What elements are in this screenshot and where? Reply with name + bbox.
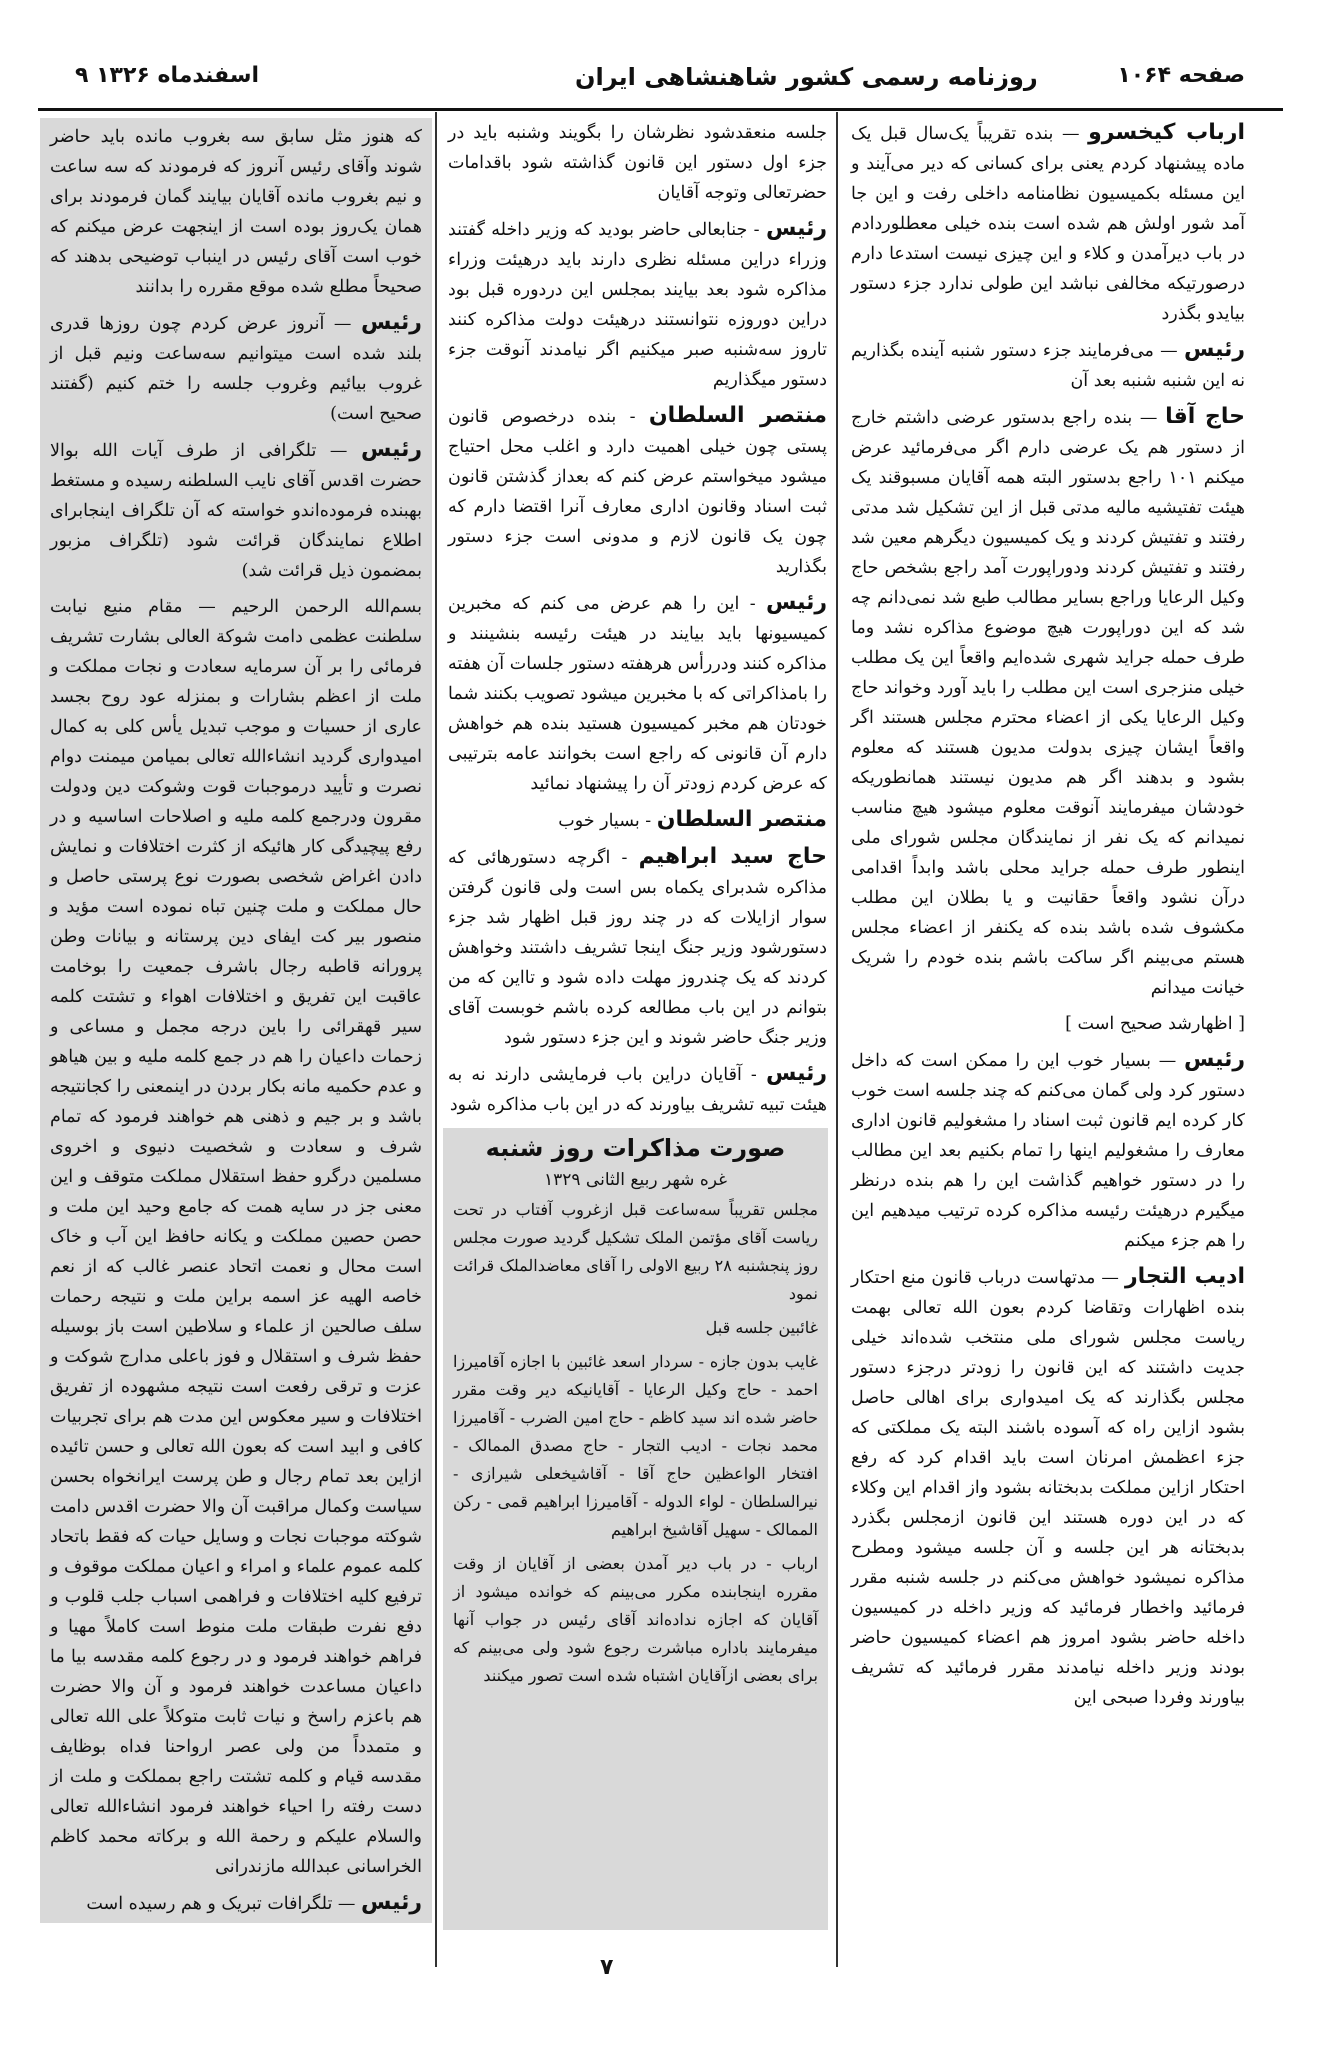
- speaker-name: ارباب کیخسرو: [1088, 120, 1245, 145]
- paragraph-text: — می‌فرمایند جزء دستور شنبه آینده بگذاریم نه این شنبه شنبه بعد آن: [851, 341, 1245, 391]
- paragraph-text: - بنده درخصوص قانون پستی چون خیلی اهمیت دارد و اغلب محل احتیاج میشود میخواستم عرض کنم که بعداز گذشتن قانون ثبت اسناد وقانون اداری معارف آنرا اقتضا دارم که چون یک قانون لازم و مدونی است جزء دستور بگذارید: [448, 407, 827, 577]
- paragraph: [50, 122, 422, 302]
- session-box-paragraph: غائبین جلسه قبل: [705, 1318, 818, 1337]
- session-box-paragraph: مجلس تقریباً سه‌ساعت قبل ازغروب آفتاب در تحت ریاست آقای مؤتمن الملک تشکیل گردید صورت مجلس روز پنجشنبه ۲۸ ربیع الاولی را آقای معاضدالملک قرائت نمود: [453, 1200, 819, 1303]
- speaker-name: رئیس: [360, 437, 422, 462]
- paragraph: [448, 805, 827, 836]
- speaker-name: رئیس: [360, 1890, 422, 1915]
- paragraph: [851, 402, 1245, 1003]
- session-box-title: صورت مذاکرات روز شنبه: [485, 1134, 786, 1162]
- paragraph-text: - آقایان دراین باب فرمایشی دارند نه به هیئت تبیه تشریف بیاورند که در این باب مذاکره شود: [448, 1065, 827, 1115]
- page-number: ۷: [600, 1955, 614, 1980]
- session-box-paragraph: ارباب - در باب دیر آمدن بعضی از آقایان از وقت مقرره اینجابنده مکرر می‌بینم که خوانده میشود از آقایان که اجازه نداده‌اند آقای رئیس در جواب آنها میفرمایند باداره مباشرت رجوع شود ولی می‌بینم که برای بعضی ازآقایان اشتباه شده است تصور میکنند: [453, 1554, 818, 1685]
- paragraph-text: — بنده تقریباً یک‌سال قبل یک ماده پیشنهاد کردم یعنی برای کسانی که دیر می‌آیند و این مسئله بکمیسیون نظامنامه داخلی رفت و این جا آمد شور اولش هم شده است بنده خیلی معطلوردادم در باب دیرآمدن و کلاء و این چیزی نیست استدعا دارم درصورتیکه مخالفی نباشد این طولی ندارد جزء دستور بیایدو بگذرد: [851, 124, 1245, 324]
- paragraph: [851, 1009, 1245, 1039]
- speaker-name: رئیس: [765, 216, 827, 241]
- paragraph: [851, 1262, 1245, 1713]
- paragraph-text: جلسه منعقدشود نظرشان را بگویند وشنبه باید در جزء اول دستور این قانون گذاشته شود باقدامات حضرتعالی وتوجه آقایان: [448, 123, 827, 203]
- paragraph: [50, 592, 422, 1882]
- paragraph: [50, 308, 422, 429]
- paragraph-text: - بسیار خوب: [558, 811, 652, 831]
- speaker-name: منتصر السلطان: [648, 403, 827, 428]
- paragraph-text: — بنده راجع بدستور عرضی داشتم خارج از دستور هم یک عرضی دارم اگر می‌فرمائید عرض میکنم ۱۰۱ راجع بدستور البته همه آقایان مسبوقند یک هیئت تفتیشیه مالیه مدتی قبل از این تشکیل شد مدتی رفتند و تفتیش کردند و یک کمیسیون دیگرهم معین شد رفتند و تفتیش کردند ودوراپورت آمد راجع بشخص حاج وکیل الرعایا وراجع بسایر مطالب طبع شد نمی‌دانم چه شد که این دوراپورت هیچ موضوع مذاکره نشد وما طرف حمله جراید شهری شده‌ایم واقعاً این یک مطلب خیلی منزجری است این مطلب را باید آورد وخواند حاج وکیل الرعایا یکی از اعضاء محترم مجلس هستند اگر واقعاً ایشان چیزی بدولت مدیون هستند که معلوم بشود و بدهند اگر هم مدیون نیستند همانطوریکه خودشان میفرمایند آنوقت معلوم میشود هیچ مناسب نمیدانم که یک نفر از نمایندگان مجلس شورای ملی اینطور طرف حمله جراید محلی باشد وابداً اقدامی درآن نشود واقعاً حقانیت و یا بطلان این مطلب مکشوف شده باشد بنده که یکنفر از اعضاء مجلس هستم می‌بینم اگر ساکت باشم بنده خودم را شریک خیانت میدانم: [851, 408, 1246, 998]
- paragraph-text: — مدتهاست درباب قانون منع احتکار بنده اظهارات وتقاضا کردم بعون الله تعالی بهمت ریاست مجلس شورای ملی منتخب شده‌اند خیلی جدیت داشتند که این قانون را زودتر درجزء دستور مجلس بگذارند که یک امیدواری برای اهالی حاصل بشود ازاین راه که آسوده باشند البته یک مملکتی که جزء اعظمش امرنان است باید اقدام کرد که رفع احتکار ازاین مملکت بدبختانه بشود واز اقدام این وکلاء که در این دوره هستند این قانون ازمجلس بگذرد بدبختانه هر این جلسه و آن جلسه میشود ومطرح مذاکره نمیشود خواهش می‌کنم در جلسه شنبه مقرر فرمائید واخطار فرمائید که وزیر داخله در کمیسیون داخله حاضر بشود امروز هم اعضاء کمیسیون حاضر بودند وزیر داخله نیامدند مقرر فرمائید که تشریف بیاورند وفردا صبحی این: [851, 1268, 1245, 1708]
- session-box-body: [453, 1196, 818, 1690]
- session-box-paragraph: غایب بدون جازه - سردار اسعد غائبین با اجازه آقامیرزا احمد - حاج وکیل الرعایا - آقایانیکه دیر وقت مقرر حاضر شده اند سید کاظم - حاج امین الضرب - آقامیرزا محمد نجات - ادیب التجار - حاج مصدق الممالک - افتخار الواعظین حاج آقا - آقاشیخعلی شیرازی - نیرالسلطان - لواء الدوله - آقامیرزا ابراهیم قمی - رکن الممالک - سهیل آقاشیخ ابراهیم: [453, 1352, 818, 1539]
- paragraph-text: - اگرچه دستورهائی که مذاکره شدبرای یکماه بس است ولی قانون گرفتن سوار ازایلات که در چند روز قبل اظهار شد جزء دستورشود وزیر جنگ اینجا تشریف داشتند وخواهش کردند که یک چندروز مهلت داده شود و تااین که من بتوانم در این باب مطالعه کرده باشم خوبست آقای وزیر جنگ حاضر شوند و این جزء دستور شود: [448, 848, 827, 1048]
- speaker-name: حاج سید ابراهیم: [638, 844, 827, 869]
- speaker-name: رئیس: [1183, 1047, 1245, 1072]
- paragraph-text: - جنابعالی حاضر بودید که وزیر داخله گفتند وزراء دراین مسئله نظری دارند باید درهیئت وزراء مذاکره شود بعد بیایند بمجلس این دردوره قبل بود دراین دوروزه نتوانستند درهیئت دولت مذاکره کنند تاروز سه‌شنبه صبر میکنیم اگر نیامدند آنوقت جزء دستور میگذاریم: [448, 220, 827, 390]
- left-column: [40, 118, 432, 1923]
- paragraph: [851, 335, 1245, 396]
- speaker-name: منتصر السلطان: [656, 807, 827, 832]
- right-column: [843, 118, 1253, 1933]
- paragraph-text: — آنروز عرض کردم چون روزها قدری بلند شده است میتوانیم سه‌ساعت ونیم قبل از غروب بیائیم وغروب جلسه را ختم کنیم (گفتند صحیح است): [50, 314, 422, 424]
- paragraph-text: — تلگرافی از طرف آیات الله بوالا حضرت اقدس آقای نایب السلطنه رسیده و مستغط بهبنده فرموده‌اندو خواسته که آن تلگراف اینجابرای اطلاع نمایندگان قرائت شود (تلگراف مزبور بمضمون ذیل قرائت شد): [50, 441, 422, 581]
- speaker-name: حاج آقا: [1165, 404, 1245, 429]
- session-box: [443, 1128, 828, 1930]
- speaker-name: رئیس: [765, 1061, 827, 1086]
- speaker-name: رئیس: [765, 590, 827, 615]
- header-page-number: صفحه ۱۰۶۴: [1117, 63, 1245, 88]
- speaker-name: رئیس: [1183, 337, 1245, 362]
- page-header: [35, 55, 1285, 95]
- paragraph: [448, 214, 827, 395]
- paragraph-text: — تلگرافات تبریک و هم رسیده است: [86, 1894, 356, 1914]
- column-divider: [836, 112, 838, 1967]
- speaker-name: ادیب التجار: [1124, 1264, 1245, 1289]
- speaker-name: رئیس: [360, 310, 422, 335]
- header-date: ۹ اسفندماه ۱۳۲۶: [75, 63, 260, 88]
- column-divider: [435, 112, 437, 1967]
- paragraph: [448, 842, 827, 1053]
- paragraph-text: که هنوز مثل سابق سه بغروب مانده باید حاضر شوند وآقای رئیس آنروز که فرمودند که سه ساعت و نیم بغروب مانده آقایان بیایند گمان فرمودند برای همان یک‌روز بوده است از اینجهت عرض میکنم که خوب است آقای رئیس در اینباب توضیحی بدهند که صحیحاً مطلع شده موقع مقرره را بدانند: [50, 127, 422, 297]
- paragraph: [448, 118, 827, 208]
- header-title: روزنامه رسمی کشور شاهنشاهی ایران: [575, 63, 1038, 91]
- paragraph-text: بسم‌الله الرحمن الرحیم — مقام منیع نیابت سلطنت عظمی دامت شوکة العالی بشارت تشریف فرمائی را بر آن سرمایه سعادت و نجات مملکت و ملت از اعظم بشارات و بمنزله عود روح بجسد عاری از حسیات و موجب تبدیل یأس کلی به کمال امیدواری گردید انشاءالله تعالی بمیامن میمنت دوام نصرت و تأیید درموجبات قوت وشوکت دین ودولت مقرون ودرجمع کلمه ملیه و اصلاحات اساسیه و در رفع پیچیدگی کار هائیکه از کثرت اختلافات و نمایش دادن اغراض شخصی بصورت نوع پرستی حاصل و حال مملکت و ملت چنین تباه نموده است مؤید و منصور بیر کت ایفای دین پرستانه و بیانات وطن پرورانه قاطبه رجال باشرف جمعیت را بوخامت عاقبت این تفریق و اختلافات اهواء و تشتت کلمه سیر قهقرائی را باین درجه مجمل و مساعی و زحمات داعیان را هم در جمع کلمه ملیه و بین هیاهو و عدم حکمیه مانه بکار بردن در اینمعنی را کجانتیجه باشد و بر جیم و ذهنی هم خواهند فرمود که تمام شرف و سعادت و شخصیت دنیوی و اخروی مسلمین درگرو حفظ استقلال مملکت متوقف و این معنی جز در سایه همت که جامع وحید این ملت و حصن حصین مملکت و یکانه حافظ این آب و خاک است محال و نعمت اتحاد عنصر غالب که از نعم خاصه الهیه عز اسمه براین ملت و نتیجه رحمات سلف صالحین از علماء و سلاطین است باز بوسیله حفظ شرف و استقلال و فوز باعلی مدارج شوکت و عزت و ترقی رفعت است نتیجه مشهوده از تفریق اختلافات و سیر معکوس این مدت هم برای تجربیات کافی و ابید است که بعون الله تعالی و حسن تائیده ازاین بعد تمام رجال و طن پرست ایرانخواه بحسن سیاست وکمال مراقبت آن والا حضرت اقدس دامت شوکته موجبات نجات و وسایل حیات که فقط باتحاد کلمه عموم علماء و امراء و اعیان مملکت موقوف و ترفیع کلیه اختلافات و فراهمی اسباب جلب قلوب و دفع نفرت طبقات ملت منوط است کاملاً مهیا و فراهم خواهند فرمود و در رجوع کلمه مقدسه بیا ما داعیان مساعدت خواهند فرمود و آن والا حضرت هم باعزم راسخ و نیات ثابت متوکلاً علی الله تعالی و متمدداً من ولی عصر ارواحنا فداه بوظایف مقدسه قیام و کلمه تشتت راجع بمملکت و ملت از دست رفته را احیاء خواهند فرمود انشاءالله تعالی والسلام علیکم و رحمة الله و برکاته محمد کاظم الخراسانی عبدالله مازندرانی: [50, 597, 422, 1877]
- middle-column: [440, 118, 835, 1118]
- paragraph: [50, 435, 422, 586]
- header-rule: [38, 108, 1283, 111]
- paragraph: [50, 1888, 422, 1919]
- paragraph-text: [ اظهارشد صحیح است ]: [1065, 1014, 1245, 1034]
- paragraph: [448, 401, 827, 582]
- paragraph-text: — بسیار خوب این را ممکن است که داخل دستور کرد ولی گمان می‌کنم که چند جلسه است خوب کار کرده ایم قانون ثبت اسناد را مشغولیم قانون اداری معارف را مشغولیم اینها را تمام بکنیم بعد این مطالب را در دستور خواهیم گذاشت این را هم بنده درنظر میگیرم درهیئت رئیسه مذاکره کرده ترتیب میدهیم این را هم جزء میکنم: [851, 1051, 1245, 1251]
- paragraph: [448, 588, 827, 799]
- session-box-subtitle: غره شهر ربیع الثانی ۱۳۲۹: [543, 1170, 727, 1190]
- paragraph: [851, 1045, 1245, 1256]
- paragraph-text: - این را هم عرض می کنم که مخبرین کمیسیونها باید بیایند در هیئت رئیسه بنشینند و مذاکره کنند ودررأس هرهفته دستور جلسات آن هفته را بامذاکراتی که با مخبرین میشود تصویب بکنند شما خودتان هم مخبر کمیسیون هستید بنده هم خواهش دارم آن قانونی که راجع است بخوانند عامه بترتیبی که عرض کردم زودتر آن را پیشنهاد نمائید: [448, 594, 827, 794]
- paragraph: [851, 118, 1245, 329]
- paragraph: [448, 1059, 827, 1118]
